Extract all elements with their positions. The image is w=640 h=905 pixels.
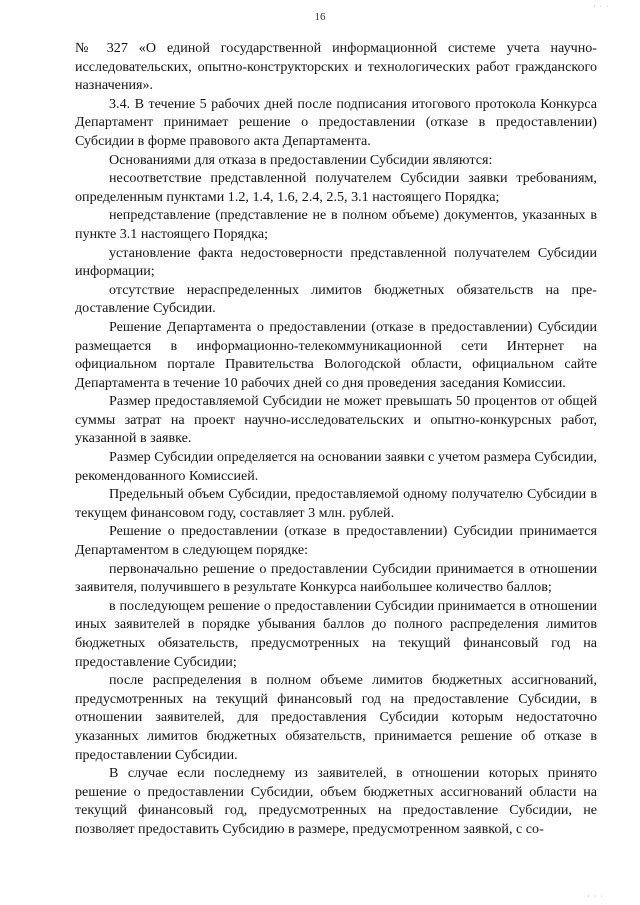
paragraph-refusal-item-1: несоответствие представленной получателем Субсидии заявки требованиям, определенным пунктами 1.2, 1.4, 1.6, 2.4, 2.5, 3.1 настоящего Порядка;: [75, 170, 597, 205]
paragraph-refusal-item-4: отсутствие нераспределенных лимитов бюджетных обязательств на предоставление Субсидии.: [75, 281, 597, 317]
paragraph-decision-order: Решение о предоставлении (отказе в предоставлении) Субсидии принимается Департаментом в следующем порядке:: [75, 523, 597, 559]
document-body: [75, 39, 597, 839]
paragraph-last-applicant: В случае если последнему из заявителей, в отношении которых принято решение о предоставлении Субсидии, объем бюджетных ассигнований области на текущий финансовый год, предусмотренных на предоставление Субсидии, не позволяет предоставить Субсидию в размере, предусмотренном заявкой, с со-: [75, 765, 597, 837]
paragraph-refusal-grounds: Основаниями для отказа в предоставлении Субсидии являются:: [109, 151, 493, 168]
scan-mark-top: · · ·: [593, 2, 610, 11]
paragraph-max-volume: Предельный объем Субсидии, предоставляемой одному получателю Субсидии в текущем финансовом году, составляет 3 млн. рублей.: [75, 486, 597, 521]
paragraph-subsidy-size: Размер Субсидии определяется на основании заявки с учетом размера Субсидии, рекомендованного Комиссией.: [75, 449, 597, 484]
paragraph-clause-3-4: 3.4. В течение 5 рабочих дней после подписания итогового протокола Конкурса Департамент принимает решение о предоставлении (отказе в предоставлении) Субсидии в форме правового акта Департамента.: [75, 95, 597, 149]
paragraph-refusal-item-2: непредставление (представление не в полном объеме) документов, указанных в пункте 3.1 настоящего Порядка;: [75, 207, 597, 242]
paragraph-decision-publication: Решение Департамента о предоставлении (отказе в предоставлении) Субсидии размещается в информационно-телекоммуникационной сети Интернет на официальном портале Правительства Вологодской области, официальном сайте Департамента в течение 10 рабочих дней со дня проведения заседания Комиссии.: [75, 318, 597, 391]
paragraph-subsidy-limit: Размер предоставляемой Субсидии не может превышать 50 процентов от общей суммы затрат на проект научно-исследовательских и опытно-конкурсных работ, указанной в заявке.: [75, 393, 597, 447]
paragraph-order-step-2: в последующем решение о предоставлении Субсидии принимается в отношении иных заявителей в порядке убывания баллов до полного распределения лимитов бюджетных обязательств, предусмотренных на текущий финансовый год на предоставление Субсидии;: [75, 597, 597, 670]
paragraph-order-step-3: после распределения в полном объеме лимитов бюджетных ассигнований, предусмотренных на текущий финансовый год на предоставление Субсидии, в отношении заявителей, для предоставления Субсидии которым недостаточно указанных лимитов бюджетных обязательств, принимается решение об отказе в предоставлении Субсидии.: [75, 672, 597, 763]
scan-mark-bottom: · · ·: [587, 892, 604, 901]
paragraph-refusal-item-3: установление факта недостоверности представленной получателем Субсидии информации;: [75, 244, 597, 280]
page-number: 16: [314, 11, 326, 23]
paragraph-continuation: № 327 «О единой государственной информационной системе учета научно-исследовательских, опытно-конструкторских и технологических работ гражданского назначения».: [75, 40, 597, 94]
paragraph-order-step-1: первоначально решение о предоставлении Субсидии принимается в отношении заявителя, получившего в результате Конкурса наибольшее количество баллов;: [75, 560, 597, 596]
